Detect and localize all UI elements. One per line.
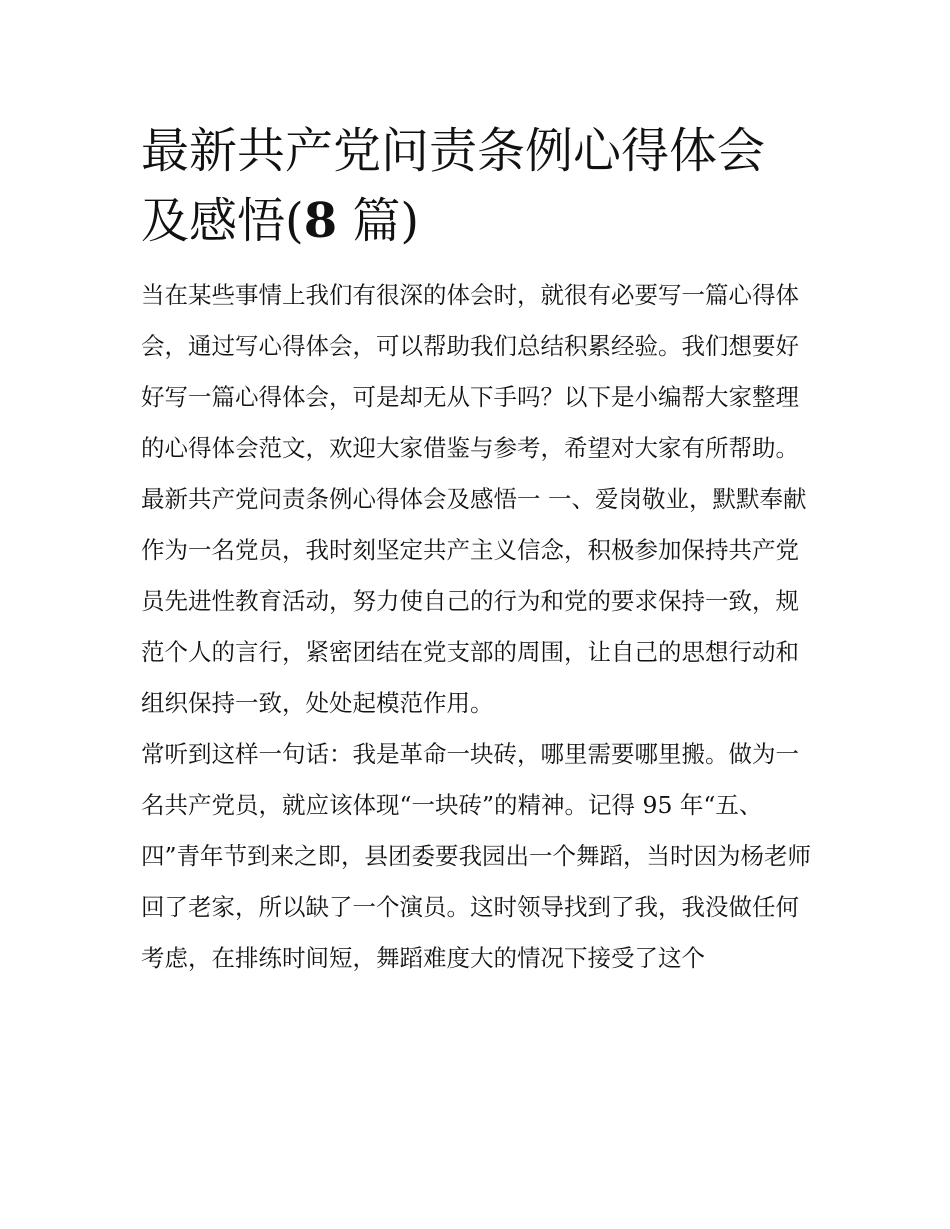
- intro-paragraph: 当在某些事情上我们有很深的体会时，就很有必要写一篇心得体会，通过写心得体会，可以帮助我们总结积累经验。我们想要好好写一篇心得体会，可是却无从下手吗？以下是小编帮大家整理的心得体会范文，欢迎大家借鉴与参考，希望对大家有所帮助。: [141, 281, 799, 462]
- body-paragraph: 作为一名党员，我时刻坚定共产主义信念，积极参加保持共产党员先进性教育活动，努力使自己的行为和党的要求保持一致，规范个人的言行，紧密团结在党支部的周围，让自己的思想行动和组织保持一致，处处起模范作用。: [141, 536, 799, 717]
- document-body: [141, 270, 813, 984]
- title-count: 8: [303, 193, 338, 249]
- title-line-1: 最新共产党问责条例心得体会: [141, 123, 766, 179]
- title-line-2-prefix: 及感悟(: [141, 193, 304, 249]
- document-content: [141, 116, 813, 984]
- document-title: [141, 116, 813, 256]
- section-heading: 最新共产党问责条例心得体会及感悟一 一、爱岗敬业，默默奉献: [141, 485, 807, 513]
- title-line-2-suffix: 篇): [337, 193, 420, 249]
- body-paragraph: 常听到这样一句话：我是革命一块砖，哪里需要哪里搬。做为一名共产党员，就应该体现“一块砖”的精神。记得 95 年“五、四”青年节到来之即，县团委要我园出一个舞蹈，当时因为杨老师回了老家，所以缺了一个演员。这时领导找到了我，我没做任何考虑，在排练时间短，舞蹈难度大的情况下接受了这个: [141, 740, 812, 972]
